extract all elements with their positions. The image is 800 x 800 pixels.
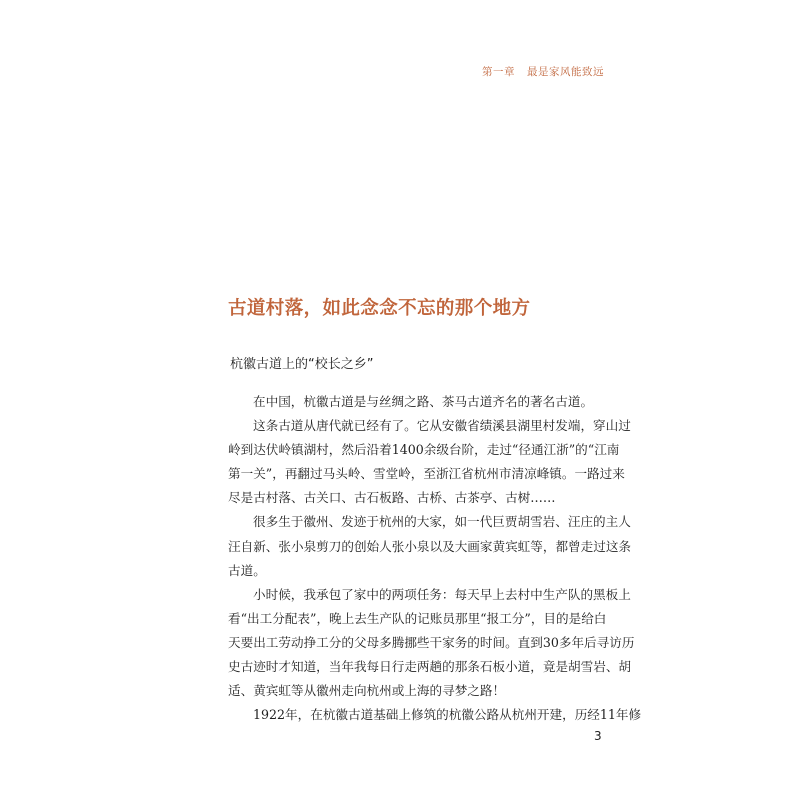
body-line: 古道。 [228,562,266,578]
page-number: 3 [594,729,602,743]
body-line: 这条古道从唐代就已经有了。它从安徽省绩溪县湖里村发端，穿山过 [253,418,631,434]
body-line: 小时候，我承包了家中的两项任务：每天早上去村中生产队的黑板上 [253,586,631,602]
chapter-title: 最是家风能致远 [527,66,604,78]
body-line: 看“出工分配表”，晚上去生产队的记账员那里“报工分”，目的是给白 [228,610,607,626]
section-title: 古道村落，如此念念不忘的那个地方 [228,298,531,319]
body-line: 很多生于徽州、发迹于杭州的大家，如一代巨贾胡雪岩、汪庄的主人 [253,514,631,530]
body-line: 天要出工劳动挣工分的父母多腾挪些干家务的时间。直到30多年后寻访历 [228,634,635,650]
body-line: 第一关”，再翻过马头岭、雪堂岭，至浙江省杭州市清凉峰镇。一路过来 [228,466,625,482]
subsection-title: 杭徽古道上的“校长之乡” [230,357,374,372]
body-line: 尽是古村落、古关口、古石板路、古桥、古茶亭、古树…… [228,490,556,506]
body-line: 史古迹时才知道，当年我每日行走两趟的那条石板小道，竟是胡雪岩、胡 [228,659,631,675]
body-line: 在中国，杭徽古道是与丝绸之路、茶马古道齐名的著名古道。 [253,394,594,409]
body-line: 汪自新、张小泉剪刀的创始人张小泉以及大画家黄宾虹等，都曾走过这条 [228,538,631,554]
body-line: 1922年，在杭徽古道基础上修筑的杭徽公路从杭州开建，历经11年修 [253,707,642,723]
body-text [228,390,642,727]
body-line: 适、黄宾虹等从徽州走向杭州或上海的寻梦之路！ [228,683,506,699]
running-header [482,64,604,79]
chapter-label: 第一章 [482,66,515,78]
body-line: 岭到达伏岭镇湖村，然后沿着1400余级台阶，走过“径通江浙”的“江南 [228,442,620,458]
